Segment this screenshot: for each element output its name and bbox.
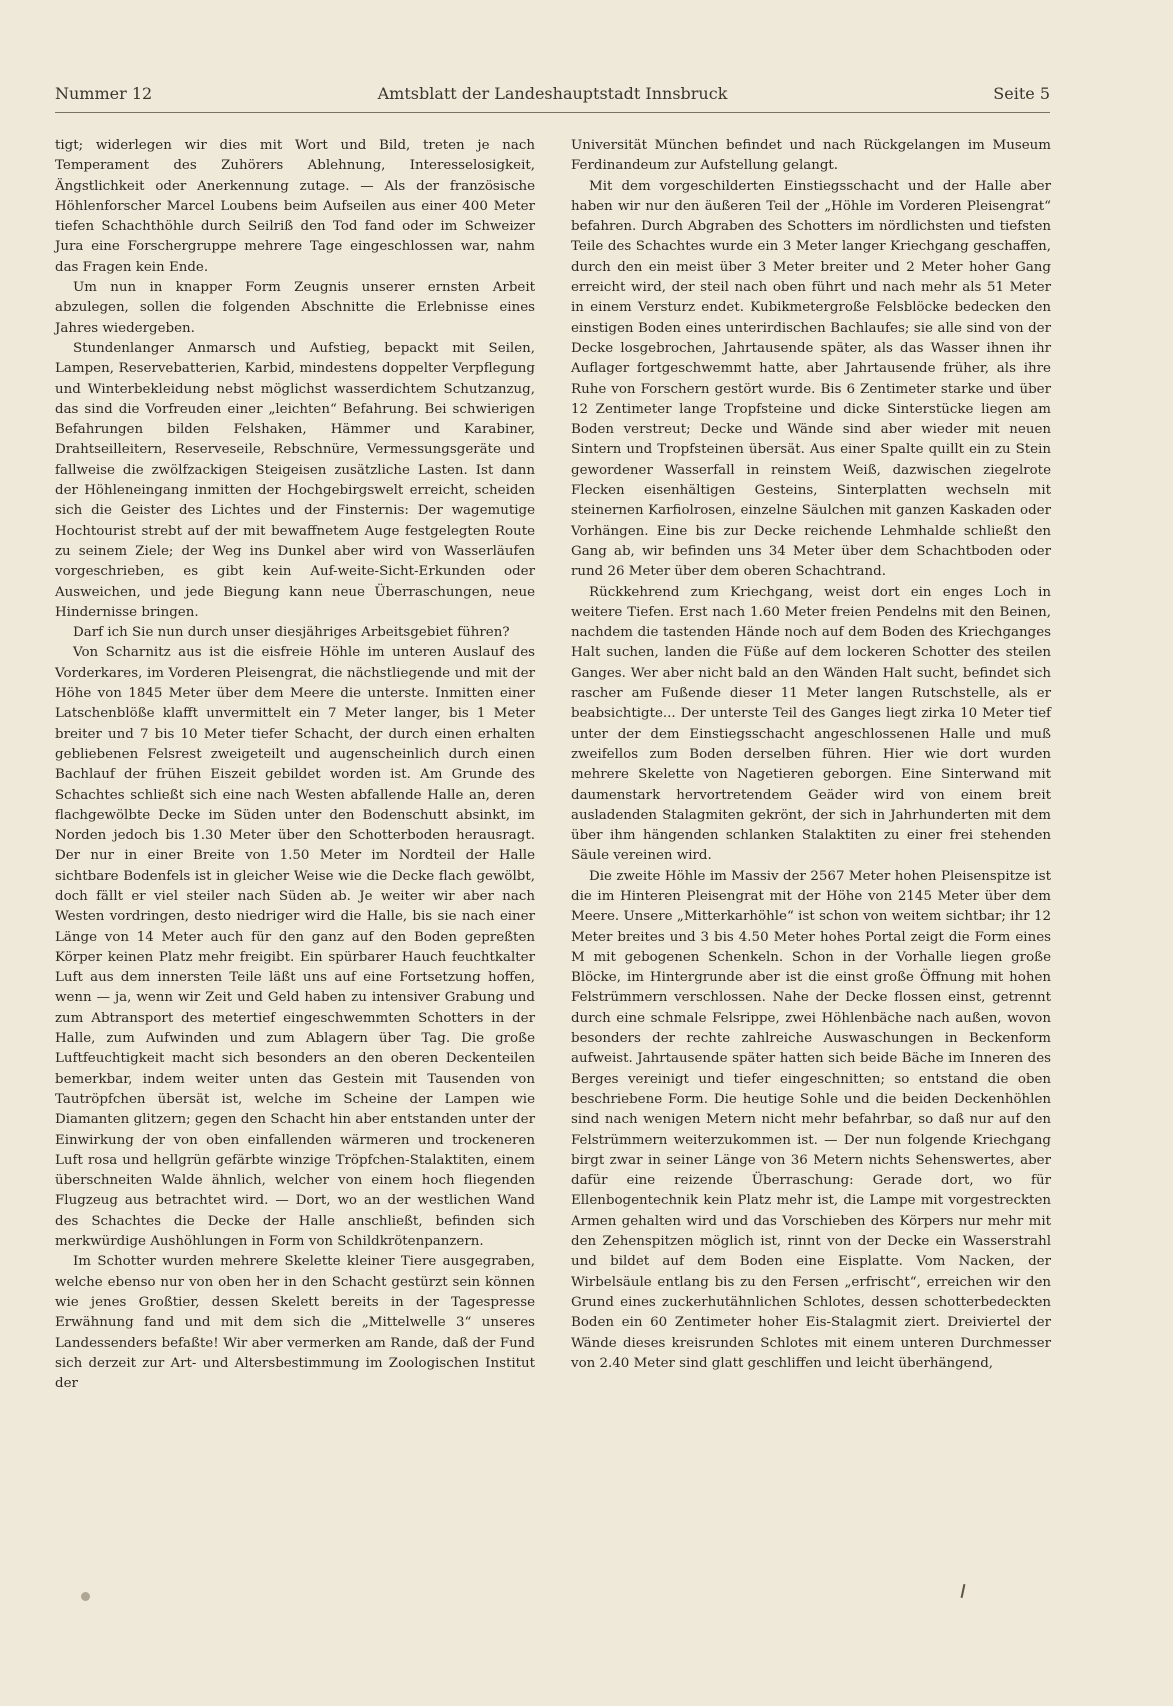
paragraph: Rückkehrend zum Kriechgang, weist dort ein enges Loch in weitere Tiefen. Erst nach 1.60 Meter freien Pendelns mit den Beinen, nachdem die tastenden Hände noch auf dem Boden des Kriechganges Halt suchen, landen die Füße auf dem lockeren Schotter des steilen Ganges. Wer aber nicht bald an den Wänden Halt sucht, befindet sich rascher am Fußende dieser 11 Meter langen Rutschstelle, als er beabsichtigte... Der unterste Teil des Ganges liegt zirka 10 Meter tief unter der dem Einstiegsschacht angeschlossenen Halle und muß zweifellos zum Boden derselben führen. Hier wie dort wurden mehrere Skelette von Nagetieren geborgen. Eine Sinterwand mit daumenstark hervortretendem Geäder wird von einem breit ausladenden Stalagmiten gekrönt, der sich in Jahrhunderten mit dem über ihm hängenden schlanken Stalaktiten zu einer frei stehenden Säule vereinen wird. [571, 584, 1051, 864]
paragraph: Um nun in knapper Form Zeugnis unserer ernsten Arbeit abzulegen, sollen die folgenden Abschnitte die Erlebnisse eines Jahres wiedergeben. [55, 280, 535, 336]
paragraph: Die zweite Höhle im Massiv der 2567 Meter hohen Pleisenspitze ist die im Hinteren Pleisengrat mit der Höhe von 2145 Meter über dem Meere. Unsere „Mitterkarhöhle“ ist schon von weitem sichtbar; ihr 12 Meter breites und 3 bis 4.50 Meter hohes Portal zeigt die Form eines M mit gebogenen Schenkeln. Schon in der Vorhalle liegen große Blöcke, im Hintergrunde aber ist die einst große Öffnung mit hohen Felstrümmern verschlossen. Nahe der Decke flossen einst, getrennt durch eine schmale Felsrippe, zwei Höhlenbäche nach außen, wovon besonders der rechte zahlreiche Auswaschungen in Beckenform aufweist. Jahrtausende später hatten sich beide Bäche im Inneren des Berges vereinigt und tiefer eingeschnitten; so entstand die oben beschriebene Form. Die heutige Sohle und die beiden Deckenhöhlen sind nach wenigen Metern nicht mehr befahrbar, so daß nur auf den Felstrümmern weiterzukommen ist. — Der nun folgende Kriechgang birgt zwar in seiner Länge von 36 Metern nichts Sehenswertes, aber dafür eine reizende Überraschung: Gerade dort, wo für Ellenbogentechnik kein Platz mehr ist, die Lampe mit vorgestreckten Armen gehalten wird und das Vorschieben des Körpers nur mehr mit den Zehenspitzen möglich ist, rinnt von der Decke ein Wasserstrahl und bildet auf dem Boden eine Eisplatte. Vom Nacken, der Wirbelsäule entlang bis zu den Fersen „erfrischt“, erreichen wir den Grund eines zuckerhutähnlichen Schlotes, dessen schotterbedeckten Boden ein 60 Zentimeter hoher Eis-Stalagmit ziert. Dreiviertel der Wände dieses kreisrunden Schlotes mit einem unteren Durchmesser von 2.40 Meter sind glatt geschliffen und leicht überhängend, [571, 868, 1051, 1371]
publication-title: Amtsblatt der Landeshauptstadt Innsbruck [377, 84, 728, 103]
paragraph: Mit dem vorgeschilderten Einstiegsschacht und der Halle aber haben wir nur den äußeren Teil der „Höhle im Vorderen Pleisengrat“ befahren. Durch Abgraben des Schotters im nördlichsten und tiefsten Teile des Schachtes wurde ein 3 Meter langer Kriechgang geschaffen, durch den ein meist über 3 Meter breiter und 2 Meter hoher Gang erreicht wird, der steil nach oben führt und nach mehr als 51 Meter in einem Versturz endet. Kubikmetergroße Felsblöcke bedecken den einstigen Boden eines unterirdischen Bachlaufes; sie alle sind von der Decke losgebrochen, Jahrtausende später, als das Wasser ihnen ihr Auflager fortgeschwemmt hatte, aber Jahrtausende früher, als ihre Ruhe von Forschern gestört wurde. Bis 6 Zentimeter starke und über 12 Zentimeter lange Tropfsteine und dicke Sinterstücke liegen am Boden verstreut; Decke und Wände sind aber wieder mit neuen Sintern und Tropfsteinen übersät. Aus einer Spalte quillt ein zu Stein gewordener Wasserfall in reinstem Weiß, dazwischen ziegelrote Flecken eisenhältigen Gesteins, Sinterplatten wechseln mit steinernen Karfiolrosen, einzelne Säulchen mit ganzen Kaskaden oder Vorhängen. Eine bis zur Decke reichende Lehmhalde schließt den Gang ab, wir befinden uns 34 Meter über dem Schachtboden oder rund 26 Meter über dem oberen Schachtrand. [571, 178, 1051, 580]
paragraph: Von Scharnitz aus ist die eisfreie Höhle im unteren Auslauf des Vorderkares, im Vorderen Pleisengrat, die nächstliegende und mit der Höhe von 1845 Meter über dem Meere die unterste. Inmitten einer Latschenblöße klafft unvermittelt ein 7 Meter langer, bis 1 Meter breiter und 7 bis 10 Meter tiefer Schacht, der durch einen erhalten gebliebenen Felsrest zweigeteilt und augenscheinlich durch einen Bachlauf der frühen Eiszeit gebildet worden ist. Am Grunde des Schachtes schließt sich eine nach Westen abfallende Halle an, deren flachgewölbte Decke im Süden unter den Bodenschutt absinkt, im Norden jedoch bis 1.30 Meter über den Schotterboden herausragt. Der nur in einer Breite von 1.50 Meter im Nordteil der Halle sichtbare Bodenfels ist in gleicher Weise wie die Decke flach gewölbt, doch fällt er viel steiler nach Süden ab. Je weiter wir aber nach Westen vordringen, desto niedriger wird die Halle, bis sie nach einer Länge von 14 Meter auch für den ganz auf den Boden gepreßten Körper keinen Platz mehr freigibt. Ein spürbarer Hauch feuchtkalter Luft aus dem innersten Teile läßt uns auf eine Fortsetzung hoffen, wenn — ja, wenn wir Zeit und Geld haben zu intensiver Grabung und zum Abtransport des metertief eingeschwemmten Schotters in der Halle, zum Aufwinden und zum Ablagern über Tag. Die große Luftfeuchtigkeit macht sich besonders an den oberen Deckenteilen bemerkbar, indem weiter unten das Gestein mit Tausenden von Tautröpfchen übersät ist, welche im Scheine der Lampen wie Diamanten glitzern; gegen den Schacht hin aber entstanden unter der Einwirkung der von oben einfallenden wärmeren und trockeneren Luft rosa und hellgrün gefärbte winzige Tröpfchen-Stalaktiten, einem überschneiten Walde ähnlich, welcher von einem hoch fliegenden Flugzeug aus betrachtet wird. — Dort, wo an der westlichen Wand des Schachtes die Decke der Halle anschließt, befinden sich merkwürdige Aushöhlungen in Form von Schildkrötenpanzern. [55, 645, 535, 1250]
page-number: Seite 5 [993, 84, 1050, 103]
paragraph: Im Schotter wurden mehrere Skelette kleiner Tiere ausgegraben, welche ebenso nur von oben her in den Schacht gestürzt sein können wie jenes Großtier, dessen Skelett bereits in der Tagespresse Erwähnung fand und mit dem sich die „Mittelwelle 3“ unseres Landessenders befaßte! Wir aber vermerken am Rande, daß der Fund sich derzeit zur Art- und Altersbestimmung im Zoologischen Institut der [55, 1254, 535, 1392]
header-rule [55, 112, 1050, 113]
pencil-mark [961, 1584, 966, 1598]
paragraph: tigt; widerlegen wir dies mit Wort und Bild, treten je nach Temperament des Zuhörers Ablehnung, Interesselosigkeit, Ängstlichkeit oder Anerkennung zutage. — Als der französische Höhlenforscher Marcel Loubens beim Aufseilen aus einer 400 Meter tiefen Schachthöhle durch Seilriß den Tod fand oder im Schweizer Jura eine Forschergruppe mehrere Tage eingeschlossen war, nahm das Fragen kein Ende. [55, 138, 535, 275]
right-column [571, 136, 1051, 1374]
page-header [55, 84, 1050, 108]
left-column [55, 136, 535, 1394]
paragraph: Darf ich Sie nun durch unser diesjähriges Arbeitsgebiet führen? [73, 625, 510, 641]
ink-smudge [81, 1592, 90, 1601]
paragraph: Universität München befindet und nach Rückgelangen im Museum Ferdinandeum zur Aufstellung gelangt. [571, 138, 1051, 174]
issue-number: Nummer 12 [55, 84, 153, 103]
paragraph: Stundenlanger Anmarsch und Aufstieg, bepackt mit Seilen, Lampen, Reservebatterien, Karbid, mindestens doppelter Verpflegung und Winterbekleidung nebst möglichst wasserdichtem Schutzanzug, das sind die Vorfreuden einer „leichten“ Befahrung. Bei schwierigen Befahrungen bilden Felshaken, Hämmer und Karabiner, Drahtseilleitern, Reserveseile, Rebschnüre, Vermessungsgeräte und fallweise die zwölfzackigen Steigeisen zusätzliche Lasten. Ist dann der Höhleneingang inmitten der Hochgebirgswelt erreicht, scheiden sich die Geister des Lichtes und der Finsternis: Der wagemutige Hochtourist strebt auf der mit bewaffnetem Auge festgelegten Route zu seinem Ziele; der Weg ins Dunkel aber wird von Wasserläufen vorgeschrieben, es gibt kein Auf-weite-Sicht-Erkunden oder Ausweichen, und jede Biegung kann neue Überraschungen, neue Hindernisse bringen. [55, 340, 535, 620]
